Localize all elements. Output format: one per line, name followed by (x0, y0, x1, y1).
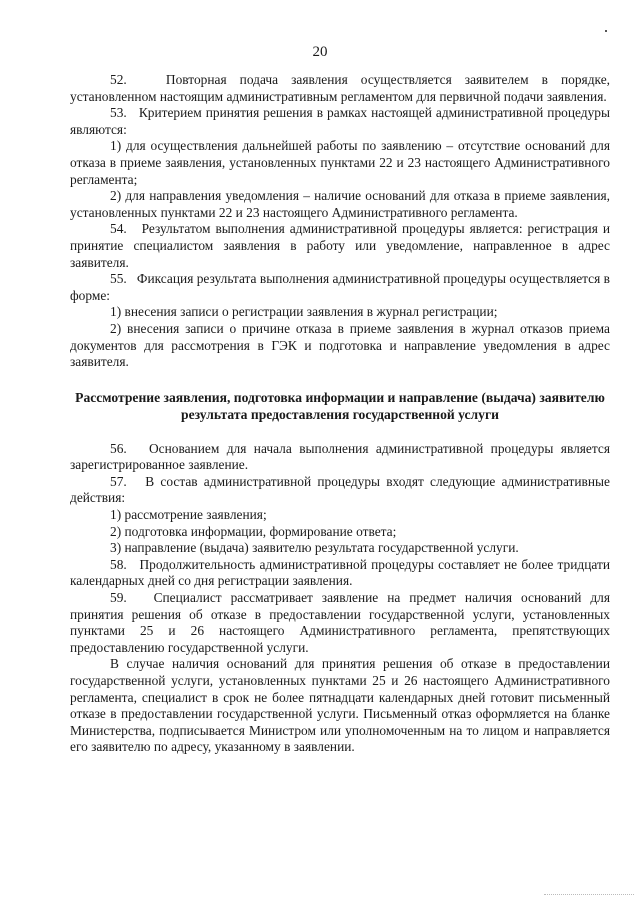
section-heading: Рассмотрение заявления, подготовка информации и направление (выдача) заявителю результата предоставления государственной услуги (75, 389, 605, 422)
paragraph-54: 54. Результатом выполнения административной процедуры является: регистрация и принятие специалистом заявления в работу или уведомление, направленное в адрес заявителя. (70, 221, 610, 270)
paragraph-57-item-3: 3) направление (выдача) заявителю результата государственной услуги. (110, 540, 519, 556)
paragraph-53: 53. Критерием принятия решения в рамках настоящей административной процедуры являются: (70, 105, 610, 137)
paragraph-59: 59. Специалист рассматривает заявление на предмет наличия оснований для принятия решения об отказе в предоставлении государственной услуги, установленных пунктами 25 и 26 настоящего Административного регламента, препятствующих предоставлению государственной услуги. (70, 590, 610, 655)
paragraph-55: 55. Фиксация результата выполнения административной процедуры осуществляется в форме: (70, 271, 610, 303)
scan-mark (605, 30, 607, 32)
scan-edge-artifact (544, 893, 634, 895)
paragraph-59-continuation: В случае наличия оснований для принятия решения об отказе в предоставлении государственной услуги, установленных пунктами 25 и 26 настоящего Административного регламента, специалист в срок не более пятнадцати календарных дней готовит письменный отказе в предоставлении государственной услуги. Письменный отказ оформляется на бланке Министерства, подписывается Министром или уполномоченным на то лицом и направляется его заявителю по адресу, указанному в заявлении. (70, 656, 610, 755)
paragraph-57-item-2: 2) подготовка информации, формирование ответа; (110, 523, 397, 539)
page-number: 20 (312, 44, 328, 60)
paragraph-53-item-2: 2) для направления уведомления – наличие оснований для отказа в приеме заявления, установленных пунктами 22 и 23 настоящего Административного регламента. (70, 188, 610, 220)
paragraph-56: 56. Основанием для начала выполнения административной процедуры является зарегистрированное заявление. (70, 440, 610, 473)
paragraph-53-item-1: 1) для осуществления дальнейшей работы по заявлению – отсутствие оснований для отказа в приеме заявления, установленных пунктами 22 и 23 настоящего Административного регламента; (70, 138, 610, 187)
paragraph-58: 58. Продолжительность административной процедуры составляет не более тридцати календарных дней со дня регистрации заявления. (70, 556, 610, 589)
paragraph-52: 52. Повторная подача заявления осуществляется заявителем в порядке, установленном настоящим административным регламентом для первичной подачи заявления. (70, 72, 610, 104)
paragraph-57-item-1: 1) рассмотрение заявления; (110, 507, 267, 523)
paragraph-55-item-1: 1) внесения записи о регистрации заявления в журнал регистрации; (110, 304, 498, 320)
paragraph-57: 57. В состав административной процедуры входят следующие административные действия: (70, 473, 610, 506)
document-body (70, 72, 610, 756)
paragraph-55-item-2: 2) внесения записи о причине отказа в приеме заявления в журнал отказов приема документов для рассмотрения в ГЭК и подготовка и направление уведомления в адрес заявителя. (70, 320, 610, 370)
